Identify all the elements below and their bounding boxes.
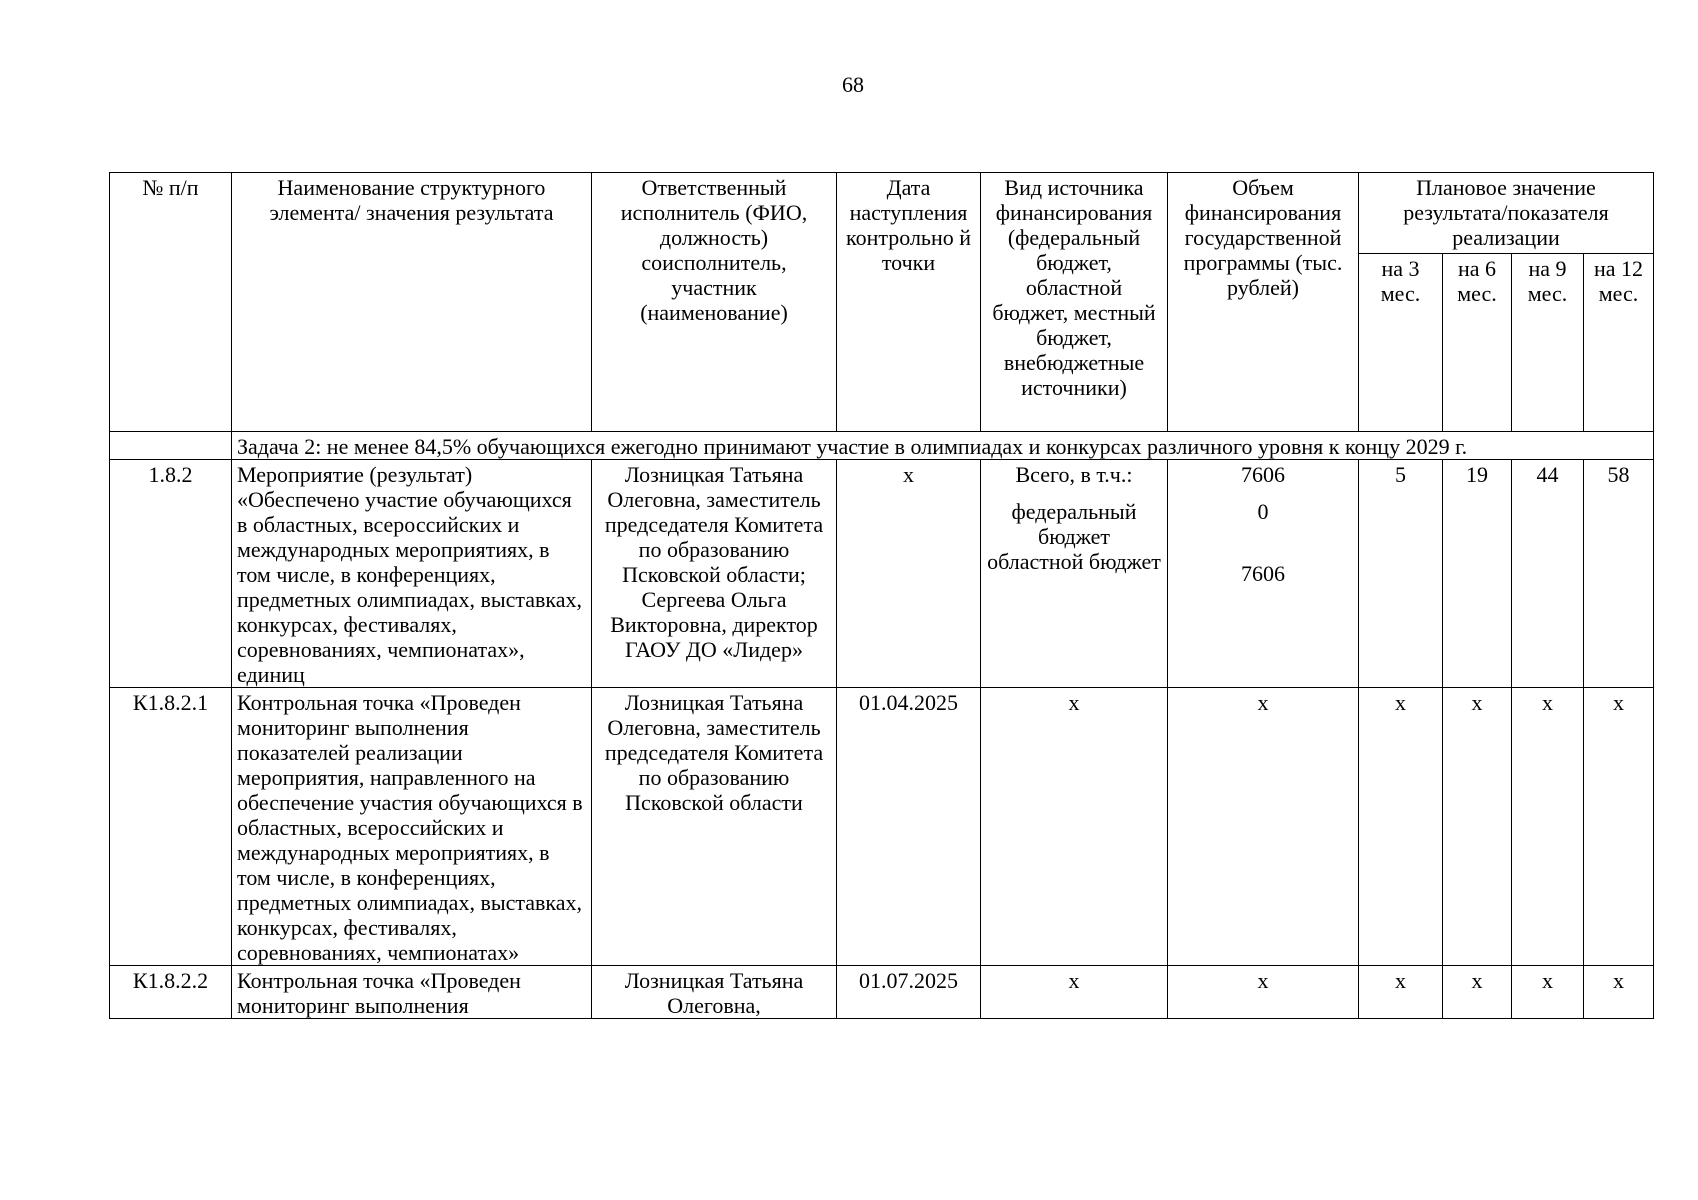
spacer <box>986 487 1162 499</box>
header-m12: на 12 мес. <box>1584 254 1654 432</box>
header-row <box>110 173 1654 254</box>
source-total: Всего, в т.ч.: <box>1015 462 1133 487</box>
row-executor: Лозницкая Татьяна Олеговна, <box>592 966 837 1019</box>
row-m12: х <box>1584 688 1654 966</box>
header-executor: Ответственный исполнитель (ФИО, должность) соисполнитель, участник (наименование) <box>592 173 837 432</box>
row-m3: 5 <box>1359 460 1443 688</box>
header-m3: на 3 мес. <box>1359 254 1443 432</box>
row-volume: х <box>1168 688 1359 966</box>
row-m9: х <box>1512 688 1584 966</box>
header-date: Дата наступления контрольно й точки <box>837 173 981 432</box>
row-executor: Лозницкая Татьяна Олеговна, заместитель председателя Комитета по образованию Псковской области <box>592 688 837 966</box>
row-date: х <box>837 460 981 688</box>
row-num: 1.8.2 <box>110 460 232 688</box>
source-federal: федеральный бюджет <box>1011 499 1137 549</box>
page-number: 68 <box>842 72 864 97</box>
task-num-cell <box>110 432 232 460</box>
header-num: № п/п <box>110 173 232 432</box>
row-m3: х <box>1359 688 1443 966</box>
row-name: Контрольная точка «Проведен мониторинг выполнения <box>232 966 592 1019</box>
header-plan: Плановое значение результата/показателя реализации <box>1359 173 1654 254</box>
row-m12: 58 <box>1584 460 1654 688</box>
row-num: К1.8.2.1 <box>110 688 232 966</box>
task-row <box>110 432 1654 460</box>
table-row <box>110 460 1654 688</box>
header-m9: на 9 мес. <box>1512 254 1584 432</box>
row-m6: 19 <box>1443 460 1512 688</box>
row-m6: х <box>1443 966 1512 1019</box>
volume-total: 7606 <box>1241 462 1285 487</box>
spacer <box>1173 487 1353 499</box>
header-m6: на 6 мес. <box>1443 254 1512 432</box>
header-name: Наименование структурного элемента/ значения результата <box>232 173 592 432</box>
row-m6: х <box>1443 688 1512 966</box>
header-source: Вид источника финансирования (федеральный бюджет, областной бюджет, местный бюджет, внебюджетные источники) <box>981 173 1168 432</box>
row-name: Контрольная точка «Проведен мониторинг выполнения показателей реализации мероприятия, направленного на обеспечение участия обучающихся в областных, всероссийских и международных мероприятиях, в том числе, в конференциях, предметных олимпиадах, выставках, конкурсах, фестивалях, соревнованиях, чемпионатах» <box>232 688 592 966</box>
header-volume: Объем финансирования государственной программы (тыс. рублей) <box>1168 173 1359 432</box>
row-name: Мероприятие (результат) «Обеспечено участие обучающихся в областных, всероссийских и международных мероприятиях, в том числе, в конференциях, предметных олимпиадах, выставках, конкурсах, фестивалях, соревнованиях, чемпионатах», единиц <box>232 460 592 688</box>
row-date: 01.07.2025 <box>837 966 981 1019</box>
row-source: х <box>981 688 1168 966</box>
row-date: 01.04.2025 <box>837 688 981 966</box>
spacer <box>1173 524 1353 561</box>
row-m3: х <box>1359 966 1443 1019</box>
row-volume <box>1168 460 1359 688</box>
row-m9: х <box>1512 966 1584 1019</box>
program-plan-table <box>109 172 1654 1019</box>
volume-regional: 7606 <box>1241 561 1285 586</box>
row-m12: х <box>1584 966 1654 1019</box>
task-text: Задача 2: не менее 84,5% обучающихся ежегодно принимают участие в олимпиадах и конкурсах различного уровня к концу 2029 г. <box>232 432 1654 460</box>
row-volume: х <box>1168 966 1359 1019</box>
row-m9: 44 <box>1512 460 1584 688</box>
row-source <box>981 460 1168 688</box>
table-row <box>110 688 1654 966</box>
row-executor: Лозницкая Татьяна Олеговна, заместитель председателя Комитета по образованию Псковской области; Сергеева Ольга Викторовна, директор ГАОУ ДО «Лидер» <box>592 460 837 688</box>
row-num: К1.8.2.2 <box>110 966 232 1019</box>
volume-federal: 0 <box>1257 499 1269 524</box>
table-row <box>110 966 1654 1019</box>
row-source: х <box>981 966 1168 1019</box>
source-regional: областной бюджет <box>987 549 1161 574</box>
